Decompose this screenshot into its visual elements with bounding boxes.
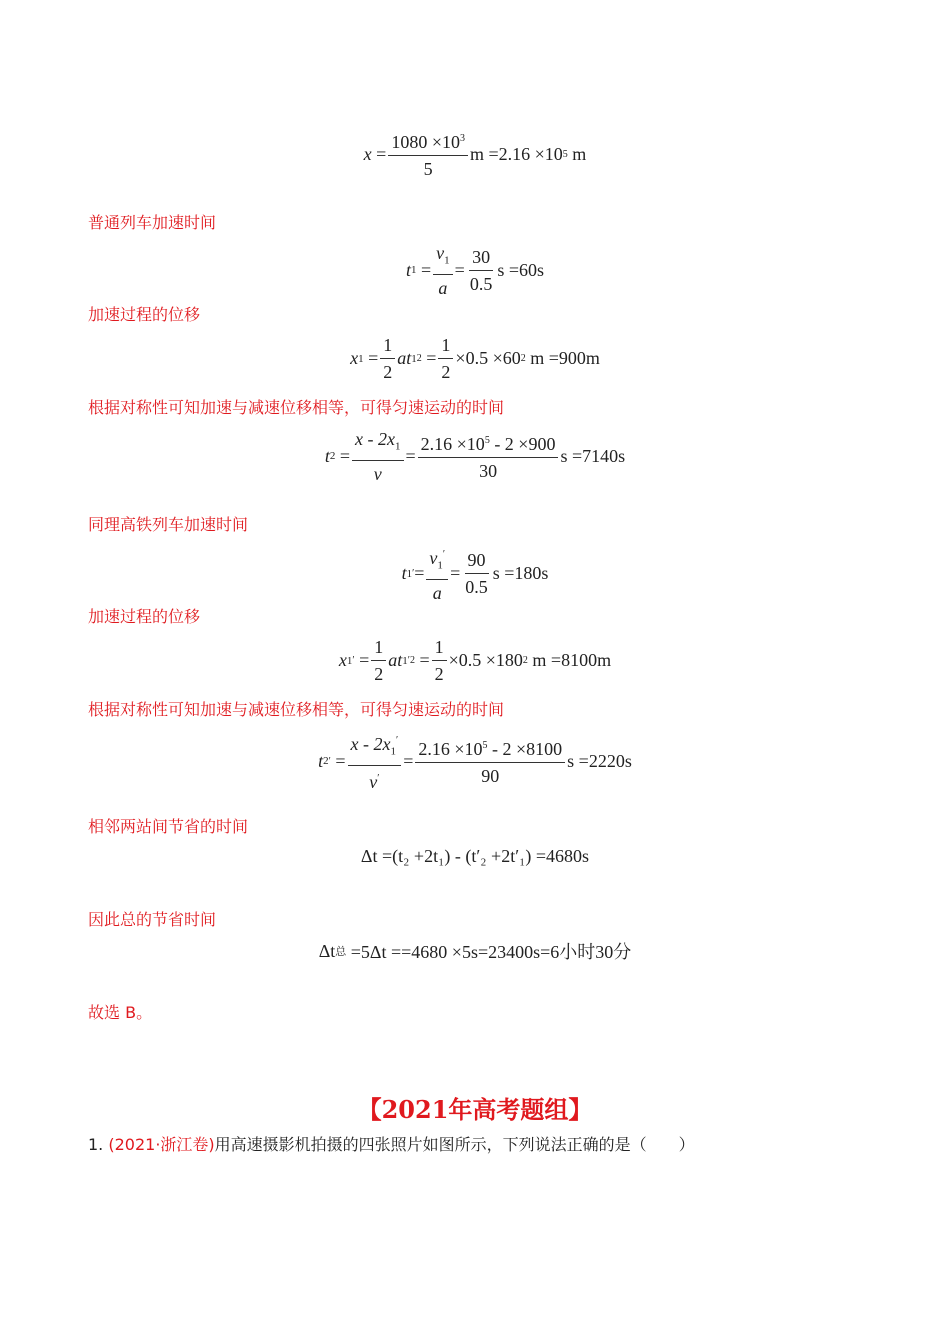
question-source-tag: (2021·浙江卷) (108, 1135, 215, 1154)
step-label-uniform-time-2: 根据对称性可知加速与减速位移相等，可得匀速运动的时间 (88, 700, 505, 719)
step-label-accel-displacement-2: 加速过程的位移 (88, 607, 201, 626)
question-number: 1. (88, 1135, 104, 1154)
answer-conclusion: 故选 B。 (88, 1003, 153, 1022)
question-text: 用高速摄影机拍摄的四张照片如图所示，下列说法正确的是（ ） (214, 1135, 695, 1154)
equation-total-distance: x = $\frac{1080 \times 10^3}{5}$ m =2.16 ×10 5 m (0, 128, 950, 180)
equation-x1-prime: x 1 ′ = $\frac{1}{2}$ at 1 ′2 = $\frac{1}{2}$ ×0.5 ×180 2 m =8100m (338, 637, 612, 684)
step-label-normal-accel-time: 普通列车加速时间 (88, 213, 217, 232)
step-label-uniform-time: 根据对称性可知加速与减速位移相等，可得匀速运动的时间 (88, 398, 505, 417)
equation-delta-t: Δt =(t₂ +2t₁) - (t′₂ +2t′₁) =4680s (360, 846, 590, 866)
step-label-total-saved-time: 因此总的节省时间 (88, 910, 217, 929)
equation-x1: x 1 = $\frac{1}{2}$ at 1 2 = $\frac{1}{2}$ ×0.5 ×60 2 m =900m (350, 335, 600, 382)
equation-total-delta-t: Δt 总 =5Δt ==4680 ×5s=23400s=6小时30分 (318, 940, 632, 962)
equation-t1: t 1 = $\frac{v_1}{a}$ = $\frac{30}{0.5}$ s =60s (406, 243, 544, 298)
equation-t2-prime: t 2 ′ = $\frac{x - 2x_1'}{v'}$ = $\frac{2.16 \times 10^5 - 2 \times 8100}{90}$ s =2220s (0, 730, 950, 793)
step-label-saved-time-adjacent: 相邻两站间节省的时间 (88, 817, 249, 836)
section-title: 【2021年高考题组】 (357, 1095, 593, 1124)
equation-t2: t 2 = $\frac{x - 2x_1}{v}$ = $\frac{2.16 \times 10^5 - 2 \times 900}{30}$ s =7140s (324, 429, 626, 484)
question-1 (88, 1132, 695, 1155)
step-label-accel-displacement: 加速过程的位移 (88, 305, 201, 324)
step-label-hsr-accel-time: 同理高铁列车加速时间 (88, 515, 249, 534)
equation-t1-prime: t 1 ′ = $\frac{v_1'}{a}$ = $\frac{90}{0.5}$ s =180s (0, 544, 950, 604)
